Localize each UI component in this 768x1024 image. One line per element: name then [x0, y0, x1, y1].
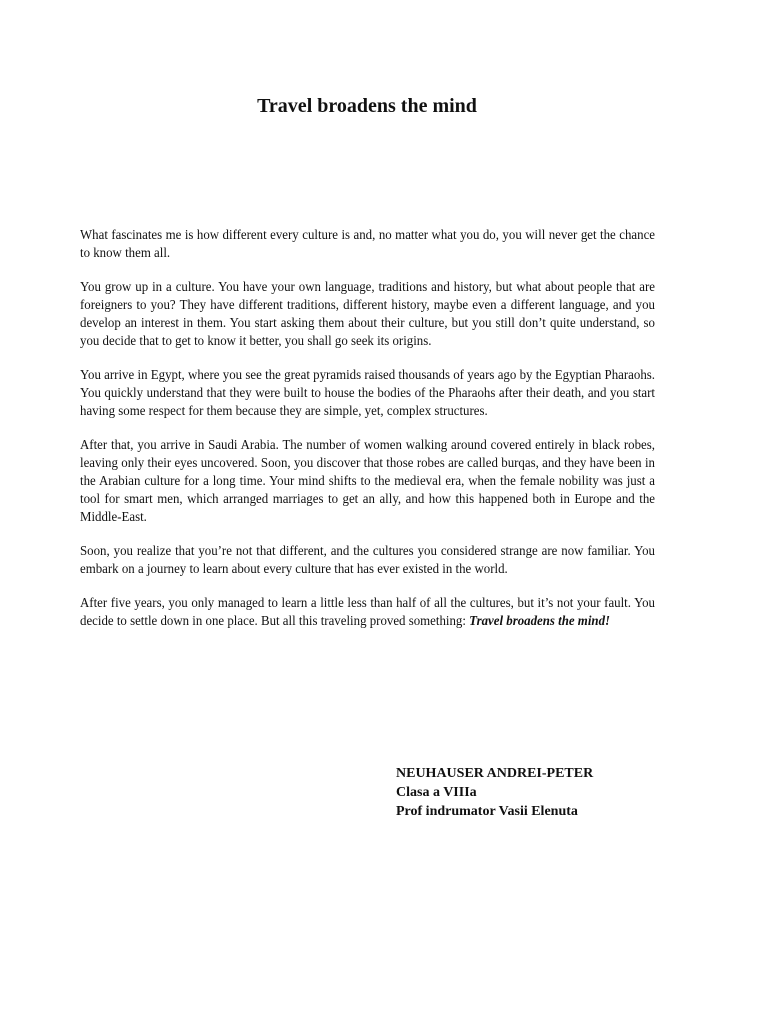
document-body: [80, 227, 655, 647]
paragraph-1: What fascinates me is how different every culture is and, no matter what you do, you will never get the chance to know them all.: [80, 228, 655, 261]
document-title: Travel broadens the mind: [257, 95, 477, 117]
signature-block: [396, 764, 593, 821]
author-name: NEUHAUSER ANDREI-PETER: [396, 766, 594, 781]
paragraph-3: You arrive in Egypt, where you see the great pyramids raised thousands of years ago by the Egyptian Pharaohs. You quickly understand that they were built to house the bodies of the Pharaohs after their death, and you start having some respect for them because they are simple, yet, complex structures.: [80, 368, 655, 419]
paragraph-5: Soon, you realize that you’re not that different, and the cultures you considered strange are now familiar. You embark on a journey to learn about every culture that has ever existed in the world.: [80, 544, 655, 577]
paragraph-6-text: After five years, you only managed to learn a little less than half of all the cultures, but it’s not your fault. You decide to settle down in one place. But all this traveling proved something:: [80, 596, 655, 629]
paragraph-2: You grow up in a culture. You have your own language, traditions and history, but what about people that are foreigners to you? They have different traditions, different history, maybe even a different language, and you develop an interest in them. You start asking them about their culture, but you still don’t quite understand, so you decide that to get to know it better, you shall go seek its origins.: [80, 280, 655, 349]
teacher-name: Prof indrumator Vasii Elenuta: [396, 804, 578, 819]
paragraph-6: [80, 595, 655, 631]
author-class: Clasa a VIIIa: [396, 785, 477, 800]
closing-emphasis: Travel broadens the mind!: [469, 614, 611, 629]
paragraph-4: After that, you arrive in Saudi Arabia. The number of women walking around covered entirely in black robes, leaving only their eyes uncovered. Soon, you discover that those robes are called burqas, and they have been in the Arabian culture for a long time. Your mind shifts to the medieval era, when the female nobility was just a tool for smart men, which arranged marriages to get an ally, and how this happened both in Europe and the Middle-East.: [80, 438, 655, 525]
